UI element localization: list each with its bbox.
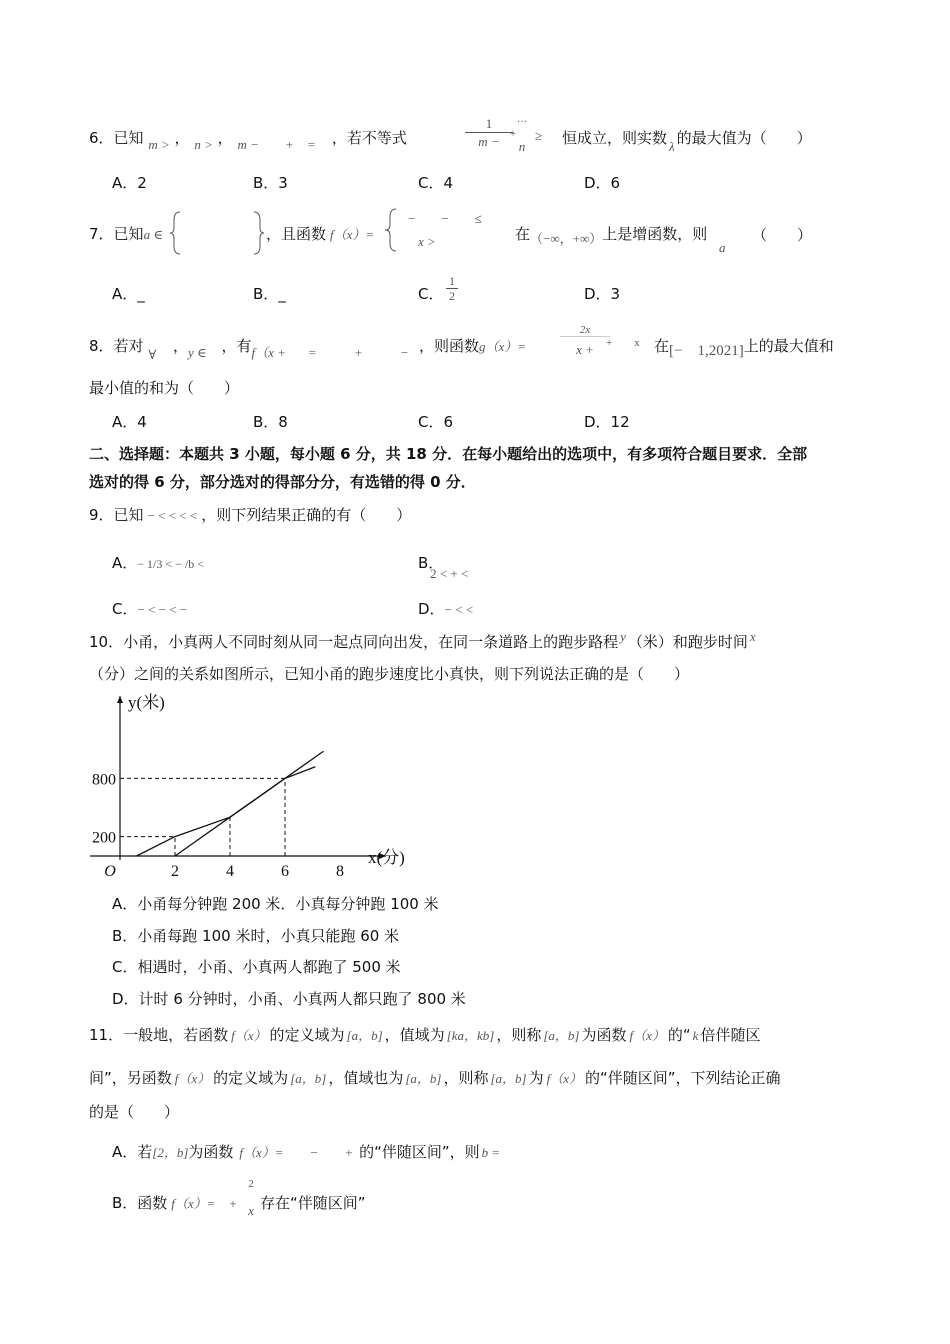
q7-piecewise-brace: [384, 207, 398, 253]
q9-option-c-expr: − < − < −: [137, 602, 188, 617]
q11-opt-b-den: x: [248, 1203, 254, 1218]
q7-number: 7．: [89, 225, 114, 243]
q8-line-1: 8．若对 ∀ ，y ∈ ，有f（x + = + − ，则函数g（x）=: [89, 337, 527, 362]
y-tick-label-800: 800: [92, 771, 116, 789]
q10-line1-text: 小甬，小真两人不同时刻从同一起点同向出发，在同一条道路上的跑步路程: [123, 633, 619, 651]
q11-opt-b-f: f（x）= +: [171, 1196, 238, 1211]
q7-interval: （−∞，+∞）: [530, 231, 603, 246]
y-axis-label: y(米): [128, 693, 165, 712]
q9-option-a[interactable]: [112, 553, 204, 574]
q9-line: [89, 505, 411, 526]
q9-option-d-label: D．: [418, 600, 445, 618]
q9-option-a-expr: − 1/3 < − /b <: [137, 557, 205, 571]
q10-chart: [86, 688, 406, 878]
q11-line-3: 的是（ ）: [89, 1103, 180, 1121]
q11-line2c: ，值域也为: [328, 1069, 404, 1087]
q11-option-b[interactable]: [112, 1193, 241, 1214]
q6-line: [89, 128, 407, 152]
q8-g-num: 2x: [579, 324, 591, 336]
q6-post-text: 恒成立，则实数: [562, 129, 668, 147]
q11-opt-a-post: 的“伴随区间”，则: [359, 1143, 480, 1161]
q7-post: [515, 224, 707, 245]
q8-minus: −: [400, 345, 409, 360]
q10-option-d[interactable]: D．计时 6 分钟时，小甬、小真两人都只跑了 800 米: [112, 990, 466, 1008]
q9-option-d[interactable]: [418, 599, 473, 620]
q11-line1d: ，则称: [496, 1026, 542, 1044]
q9-option-b-expr: 2 < + <: [430, 566, 469, 581]
q11-opt-b-post: 存在“伴随区间”: [260, 1194, 366, 1212]
q7-set-braces: [170, 210, 270, 256]
q9-tail: ，则下列结果正确的有（ ）: [201, 506, 412, 524]
q7-piece-brace-path: [385, 209, 396, 251]
q11-fx-4: f（x）: [546, 1071, 582, 1086]
q7-pre: 已知: [113, 225, 144, 243]
q10-option-a[interactable]: A．小甬每分钟跑 200 米．小真每分钟跑 100 米: [112, 895, 439, 913]
q8-g-tail: + x: [606, 337, 640, 349]
q11-opt-a-interval: [2，b]: [152, 1145, 189, 1160]
q8-g-bar: [560, 336, 610, 337]
q6-frac2-num: ···: [517, 117, 527, 128]
q8-line-2: 最小值的和为（ ）: [89, 379, 240, 397]
q11-opt-a-pre: A．若: [112, 1143, 153, 1161]
q11-ab-4: [a，b]: [405, 1071, 442, 1086]
q11-fx-3: f（x）: [174, 1071, 211, 1086]
q11-line1g: 倍伴随区: [700, 1026, 761, 1044]
origin-label: O: [104, 863, 116, 878]
q7-option-c-label: C．: [418, 285, 444, 303]
q7-paren: （ ）: [752, 226, 813, 244]
q8-option-b[interactable]: B．8: [253, 413, 288, 431]
q11-opt-b-pre: B．函数: [112, 1194, 168, 1212]
q6-tail: 的最大值为（ ）: [676, 129, 812, 147]
section2-heading-line1: 二、选择题：本题共 3 小题，每小题 6 分，共 18 分．在每小题给出的选项中，有多项符合题目要求．全部: [89, 445, 808, 463]
q7-mid-text: ，且函数: [266, 225, 327, 243]
q6-eq-frag: m −: [237, 137, 259, 152]
q6-geq: ≥: [535, 128, 543, 143]
q8-plus: +: [354, 345, 363, 360]
q8-option-d[interactable]: D．12: [584, 413, 630, 431]
q6-m-cond: m >: [148, 137, 170, 152]
q7-piece-b: x >: [418, 234, 436, 249]
q11-line-2: [89, 1068, 781, 1089]
q6-frac-num: 1: [485, 116, 493, 131]
series-line-1: [137, 767, 316, 856]
q11-ab-1: [a，b]: [346, 1028, 383, 1043]
q11-ab-2: [a，b]: [543, 1028, 580, 1043]
q10-number: 10．: [89, 633, 124, 651]
q11-line2d: ，则称: [443, 1069, 489, 1087]
y-axis-arrow: [117, 696, 123, 703]
q8-tail: 上的最大值和: [743, 337, 834, 355]
q8-at: 在: [654, 337, 670, 355]
q6-option-d[interactable]: D．6: [584, 174, 621, 192]
q8-number: 8．: [89, 337, 114, 355]
q7-tail: 上是增函数，则: [602, 225, 708, 243]
q7-option-d[interactable]: D．3: [584, 285, 621, 303]
q11-kakb: [ka，kb]: [446, 1028, 495, 1043]
q11-opt-b-fraction: [244, 1178, 258, 1220]
q11-fx-1: f（x）: [231, 1028, 267, 1043]
q8-y-in: y ∈: [188, 345, 207, 360]
q8-g-fraction: [560, 324, 610, 359]
q8-then: ，则函数: [419, 337, 480, 355]
q6-pre: 已知: [113, 129, 144, 147]
y-tick-label-200: 200: [92, 829, 116, 847]
q8-fexpr: f（x +: [251, 345, 286, 360]
q6-post: [562, 128, 812, 154]
q11-line1c: ，值域为: [384, 1026, 445, 1044]
q8-forall: ∀: [148, 347, 157, 362]
q8-eq: =: [308, 345, 316, 360]
q11-opt-a-mid: 为函数: [188, 1143, 234, 1161]
q7-left-brace: [170, 212, 180, 254]
q11-line1a: 一般地，若函数: [123, 1026, 229, 1044]
q11-ab-3: [a，b]: [290, 1071, 327, 1086]
q6-frac-den: m −: [478, 134, 500, 149]
q6-plus-2: +: [510, 128, 517, 140]
q9-option-b-label: B．: [418, 554, 444, 572]
q8-option-a[interactable]: A．4: [112, 413, 147, 431]
x-tick-label-2: 2: [171, 863, 179, 878]
q7-optc-num: 1: [449, 274, 455, 288]
q11-line1e: 为函数: [581, 1026, 627, 1044]
q11-ab-5: [a，b]: [490, 1071, 527, 1086]
section2-heading-line2: 选对的得 6 分，部分选对的得部分分，有选错的得 0 分．: [89, 473, 476, 491]
x-tick-label-6: 6: [281, 863, 289, 878]
q11-opt-b-num: 2: [248, 1178, 254, 1190]
q6-comma-2: ，: [217, 129, 233, 147]
q6-fraction-2: [514, 116, 530, 156]
q7-mid: [266, 224, 374, 245]
q8-interval: [− 1,2021]: [669, 343, 744, 359]
q7-option-c[interactable]: [418, 284, 443, 304]
q7-a-in: a ∈: [143, 227, 163, 242]
q9-option-b[interactable]: [418, 553, 486, 581]
q9-number: 9．: [89, 506, 114, 524]
q8-pre: 若对: [113, 337, 144, 355]
q6-mid: ，若不等式: [331, 129, 407, 147]
q11-line1b: 的定义域为: [269, 1026, 345, 1044]
q6-fraction: [465, 116, 513, 151]
q7-option-c-fraction: [446, 274, 458, 303]
q8-g-den: x +: [576, 342, 594, 357]
q7-option-a[interactable]: A．_: [112, 285, 145, 303]
q10-option-b[interactable]: B．小甬每跑 100 米时，小真只能跑 60 米: [112, 927, 400, 945]
q10-option-c[interactable]: C．相遇时，小甬、小真两人都跑了 500 米: [112, 958, 401, 976]
q9-pre: 已知: [113, 506, 144, 524]
q6-eq: =: [307, 137, 316, 152]
q9-option-c[interactable]: [112, 599, 187, 620]
q7-f-label: f（x）=: [330, 227, 375, 242]
q11-line1f: 的“: [667, 1026, 691, 1044]
q6-comma-1: ，: [174, 129, 190, 147]
q8-option-c[interactable]: C．6: [418, 413, 454, 431]
q11-line2f: 的“伴随区间”，下列结论正确: [585, 1069, 781, 1087]
q8-gexpr: g（x）=: [479, 339, 527, 354]
q10-line1b: （米）和跑步时间: [627, 633, 748, 651]
q9-option-d-expr: − < <: [444, 602, 474, 617]
x-axis-label: x(分): [368, 848, 405, 867]
q11-line2b: 的定义域为: [213, 1069, 289, 1087]
q8-interval-line: [654, 336, 834, 357]
q10-y-var: y: [620, 629, 626, 644]
q11-line2e: 为: [528, 1069, 544, 1087]
q6-plus: +: [285, 137, 293, 152]
q11-k: k: [692, 1028, 699, 1043]
q11-number: 11．: [89, 1026, 124, 1044]
q6-frac2-den: n: [518, 139, 526, 154]
q10-x-var: x: [749, 629, 756, 644]
q6-option-c[interactable]: C．4: [418, 174, 454, 192]
q7-piece-a: − − ≤: [408, 211, 482, 226]
q7-optc-den: 2: [449, 289, 455, 303]
q7-line: [89, 224, 163, 245]
q11-line-1: [89, 1025, 760, 1046]
q11-line2a: 间”，另函数: [89, 1069, 172, 1087]
q6-lambda: λ: [669, 139, 675, 154]
x-tick-label-4: 4: [226, 863, 234, 878]
q6-option-b[interactable]: B．3: [253, 174, 288, 192]
q11-opt-a-b: b =: [481, 1145, 501, 1160]
q10-line-1: [89, 629, 756, 653]
q11-opt-a-f: f（x）= − +: [239, 1145, 354, 1160]
q10-line-2: （分）之间的关系如图所示，已知小甬的跑步速度比小真快，则下列说法正确的是（ ）: [89, 665, 690, 683]
q9-condition: − < < < <: [147, 508, 198, 523]
q11-option-a[interactable]: [112, 1142, 500, 1163]
q9-option-c-label: C．: [112, 600, 138, 618]
q8-has: ，有: [221, 337, 252, 355]
q7-var-a: a: [719, 240, 726, 255]
x-tick-label-8: 8: [336, 863, 344, 878]
q7-post-text: 在: [515, 225, 531, 243]
q11-fx-2: f（x）: [629, 1028, 665, 1043]
q7-right-brace: [254, 212, 264, 254]
q7-option-b[interactable]: B．_: [253, 285, 286, 303]
q9-option-a-label: A．: [112, 554, 138, 572]
q6-option-a[interactable]: A．2: [112, 174, 147, 192]
q6-n-cond: n >: [194, 137, 213, 152]
q6-number: 6．: [89, 129, 114, 147]
